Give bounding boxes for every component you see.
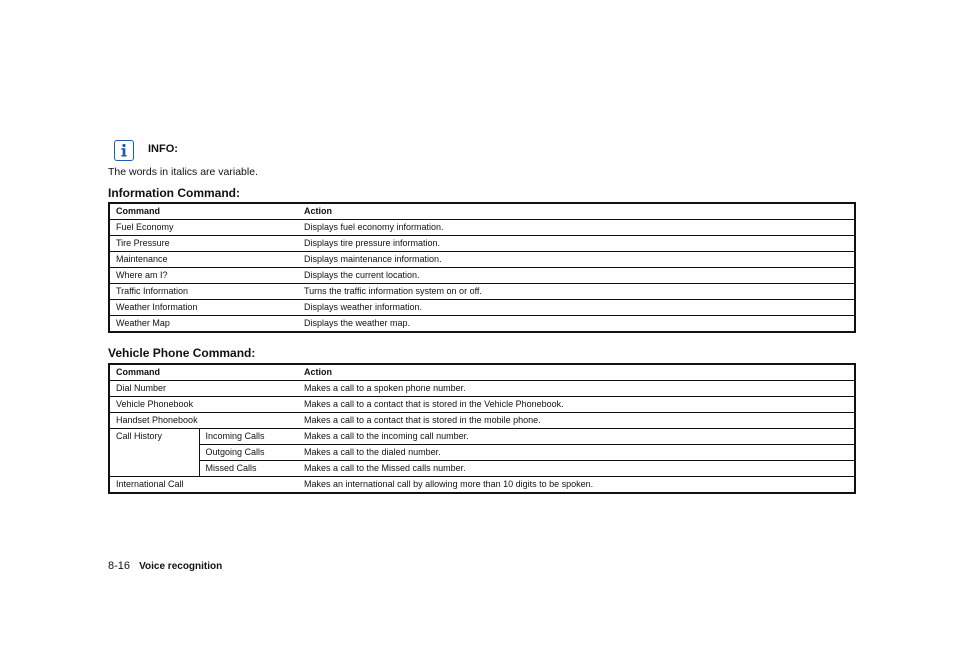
action-cell: Turns the traffic information system on or off. <box>298 284 855 300</box>
table-header-row <box>109 203 855 220</box>
column-header-command: Command <box>109 364 298 381</box>
column-header-action: Action <box>298 364 855 381</box>
table-row <box>109 300 855 316</box>
command-cell: Weather Map <box>109 316 298 333</box>
action-cell: Displays the weather map. <box>298 316 855 333</box>
table-row <box>109 477 855 494</box>
column-header-action: Action <box>298 203 855 220</box>
vehicle-phone-command-heading: Vehicle Phone Command: <box>108 346 256 360</box>
table-row <box>109 220 855 236</box>
action-cell: Makes a call to the Missed calls number. <box>298 461 855 477</box>
table-header-row <box>109 364 855 381</box>
action-cell: Makes a call to the dialed number. <box>298 445 855 461</box>
command-cell: Fuel Economy <box>109 220 298 236</box>
command-cell-call-history: Call History <box>109 429 199 477</box>
chapter-title: Voice recognition <box>139 561 223 572</box>
action-cell: Displays tire pressure information. <box>298 236 855 252</box>
information-command-table <box>108 202 856 333</box>
action-cell: Makes a call to a contact that is stored in the mobile phone. <box>298 413 855 429</box>
table-row <box>109 381 855 397</box>
table-row <box>109 252 855 268</box>
page-footer <box>108 560 222 572</box>
table-row <box>109 413 855 429</box>
table-row <box>109 268 855 284</box>
action-cell: Makes a call to a contact that is stored in the Vehicle Phonebook. <box>298 397 855 413</box>
action-cell: Displays the current location. <box>298 268 855 284</box>
subcommand-cell: Outgoing Calls <box>199 445 298 461</box>
table-row <box>109 429 855 445</box>
action-cell: Displays fuel economy information. <box>298 220 855 236</box>
command-cell: Tire Pressure <box>109 236 298 252</box>
command-cell: Weather Information <box>109 300 298 316</box>
command-cell: Traffic Information <box>109 284 298 300</box>
command-cell: Dial Number <box>109 381 298 397</box>
subcommand-cell: Incoming Calls <box>199 429 298 445</box>
vehicle-phone-command-table <box>108 363 856 494</box>
command-cell: International Call <box>109 477 298 494</box>
table-row <box>109 445 855 461</box>
subcommand-cell: Missed Calls <box>199 461 298 477</box>
action-cell: Makes a call to the incoming call number. <box>298 429 855 445</box>
action-cell: Makes a call to a spoken phone number. <box>298 381 855 397</box>
information-command-heading: Information Command: <box>108 186 240 200</box>
command-cell: Where am I? <box>109 268 298 284</box>
page-number: 8-16 <box>108 560 131 572</box>
table-row <box>109 236 855 252</box>
table-row <box>109 461 855 477</box>
table-row <box>109 397 855 413</box>
action-cell: Makes an international call by allowing more than 10 digits to be spoken. <box>298 477 855 494</box>
info-title: INFO: <box>148 143 178 155</box>
column-header-command: Command <box>109 203 298 220</box>
command-cell: Vehicle Phonebook <box>109 397 298 413</box>
command-cell: Maintenance <box>109 252 298 268</box>
table-row <box>109 284 855 300</box>
info-icon <box>114 140 134 161</box>
action-cell: Displays weather information. <box>298 300 855 316</box>
command-cell: Handset Phonebook <box>109 413 298 429</box>
info-text: The words in italics are variable. <box>108 166 258 178</box>
action-cell: Displays maintenance information. <box>298 252 855 268</box>
table-row <box>109 316 855 333</box>
